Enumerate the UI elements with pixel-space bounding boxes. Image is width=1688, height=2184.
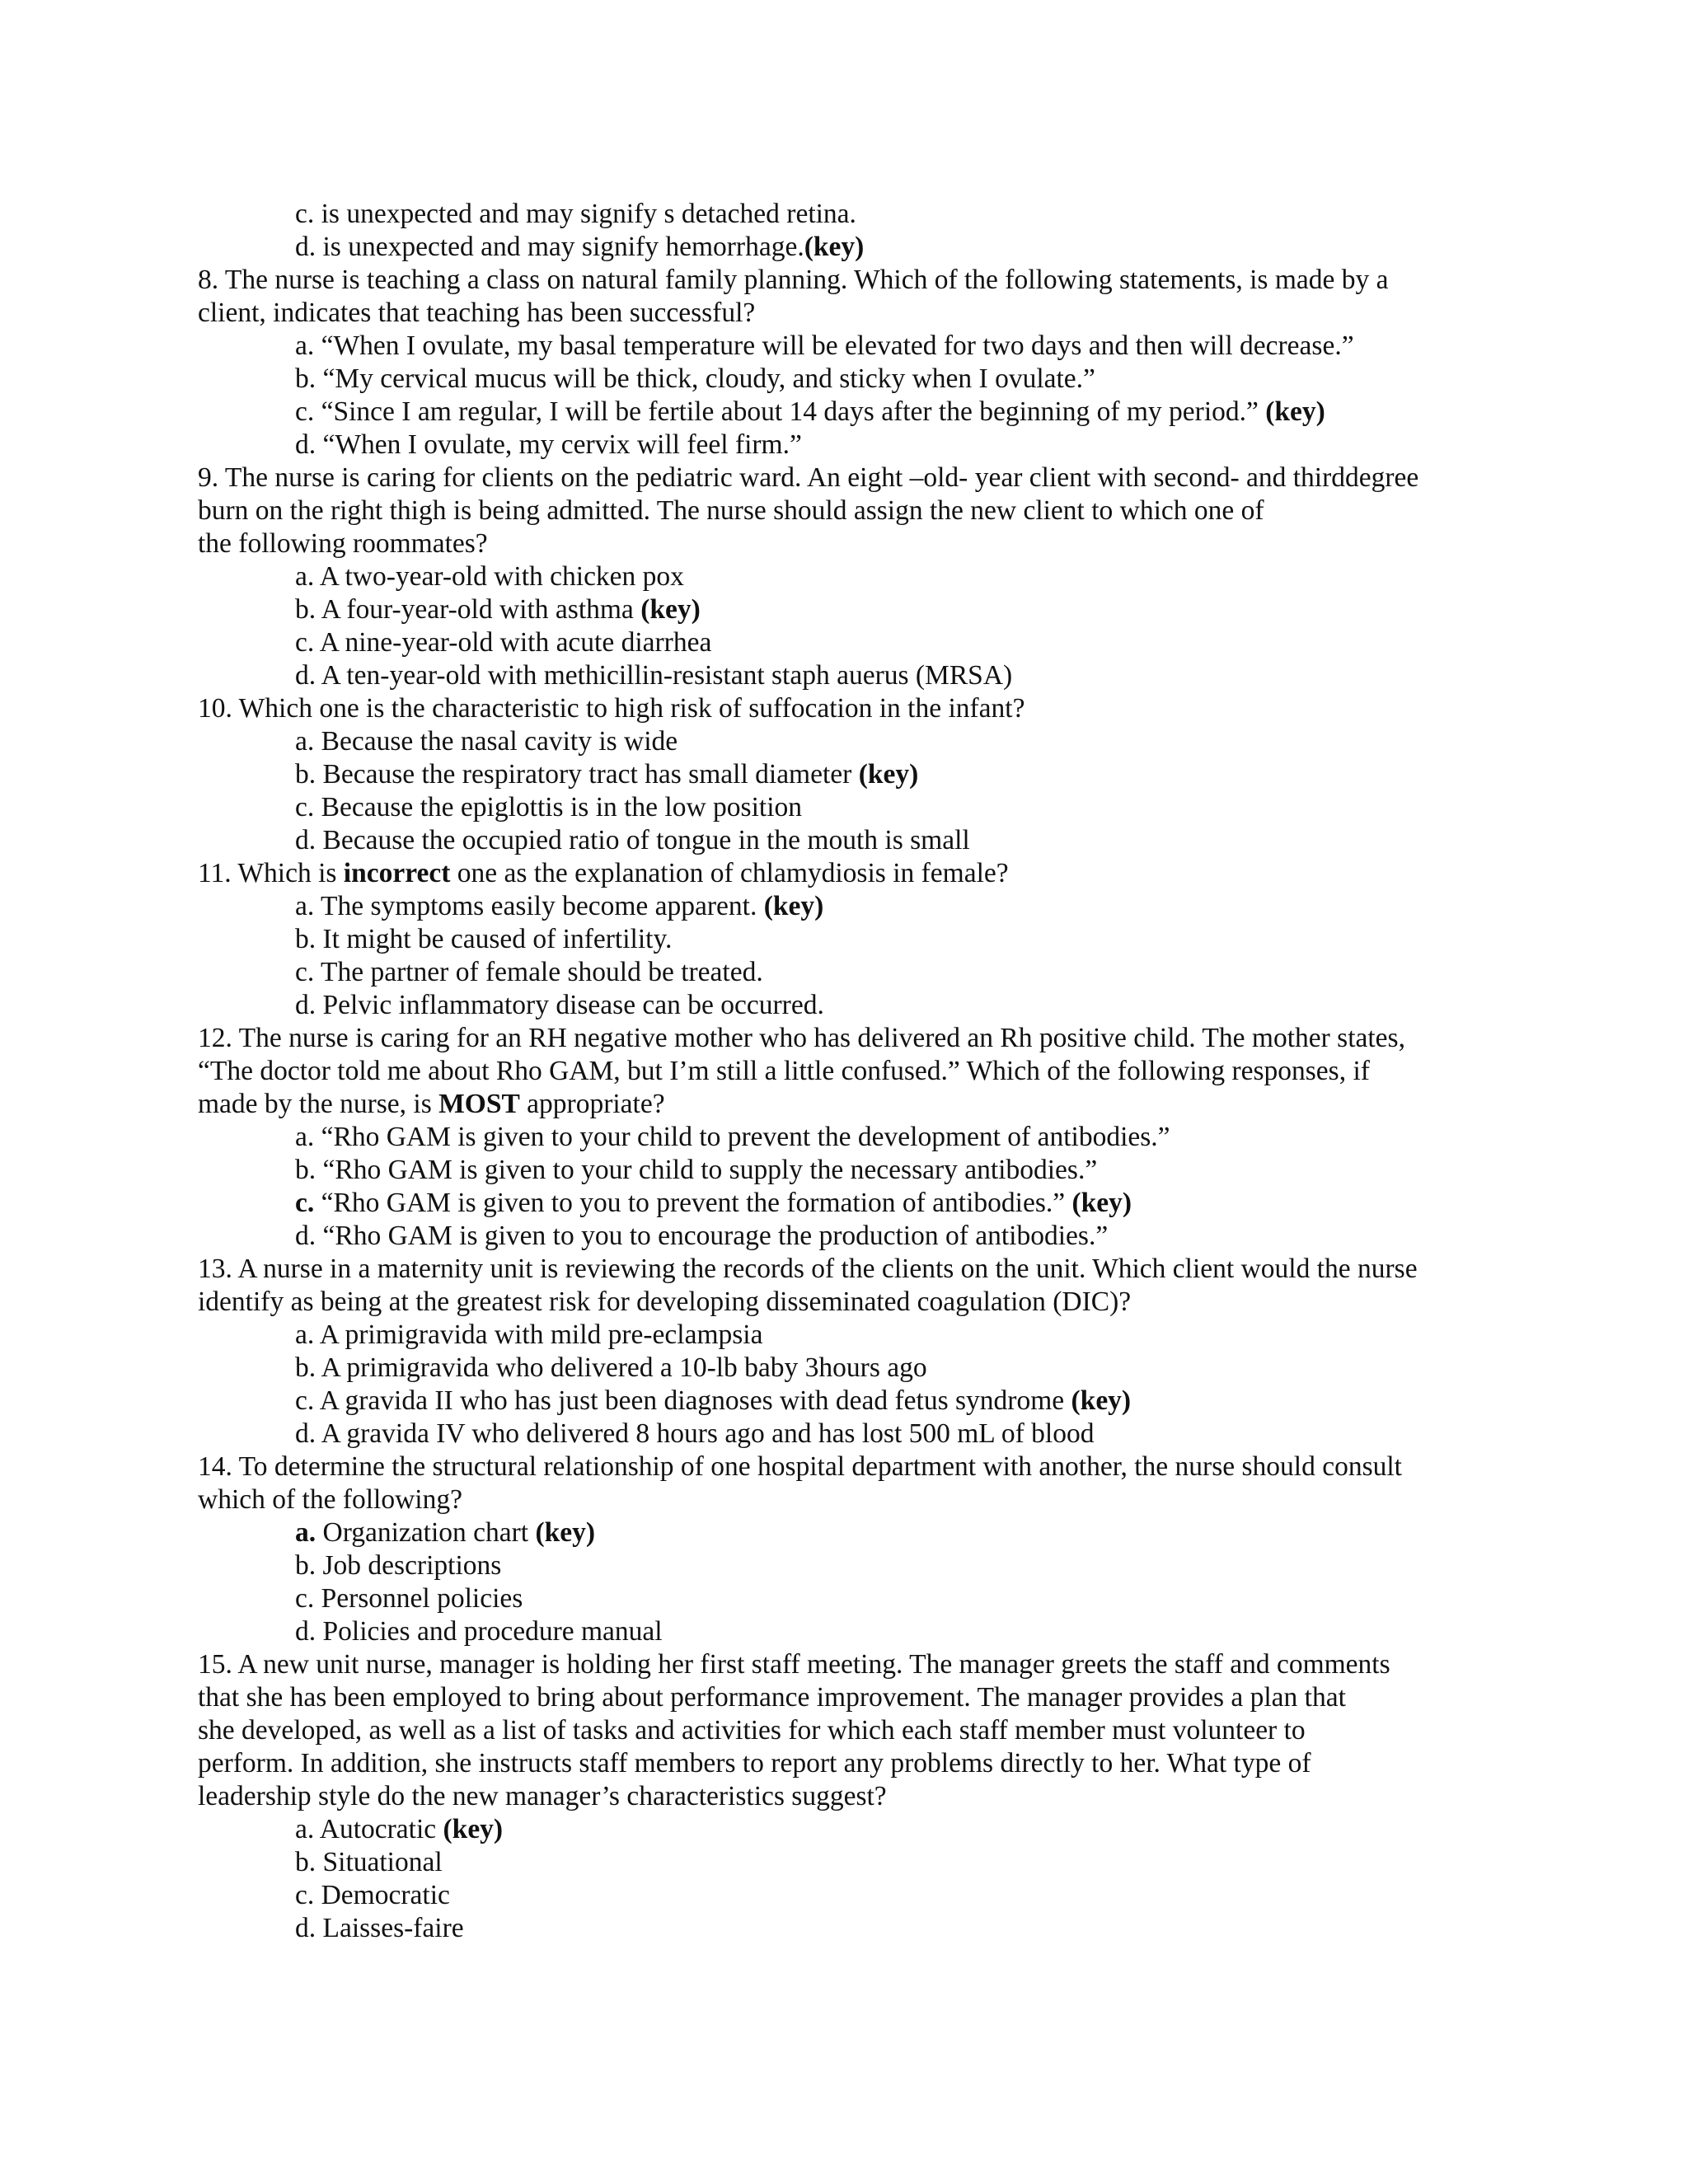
option-c bbox=[198, 1582, 1517, 1615]
option-text: b. A four-year-old with asthma bbox=[295, 594, 634, 625]
question-13 bbox=[198, 1253, 1517, 1451]
option-a bbox=[198, 1516, 1517, 1549]
option-d bbox=[198, 989, 1517, 1022]
question-stem-line: 9. The nurse is caring for clients on the pediatric ward. An eight –old- year client with second- and thirddegree bbox=[198, 462, 1419, 493]
option-text: b. It might be caused of infertility. bbox=[295, 924, 673, 954]
option-c bbox=[198, 396, 1517, 429]
option-b bbox=[198, 1549, 1517, 1582]
question-stem-line: which of the following? bbox=[198, 1484, 462, 1515]
option-text: Organization chart bbox=[322, 1517, 529, 1548]
option-d bbox=[198, 1220, 1517, 1253]
option-d bbox=[198, 659, 1517, 692]
answer-key-marker: (key) bbox=[763, 891, 824, 921]
option-text: b. Because the respiratory tract has small diameter bbox=[295, 759, 852, 790]
option-d bbox=[198, 1615, 1517, 1648]
option-c bbox=[198, 198, 1517, 231]
answer-key-marker: (key) bbox=[858, 759, 919, 790]
question-stem-line: the following roommates? bbox=[198, 528, 488, 559]
option-text: b. A primigravida who delivered a 10-lb baby 3hours ago bbox=[295, 1352, 927, 1383]
option-text: d. A gravida IV who delivered 8 hours ago and has lost 500 mL of blood bbox=[295, 1418, 1095, 1449]
question-15 bbox=[198, 1648, 1517, 1945]
question-stem-line: 10. Which one is the characteristic to high risk of suffocation in the infant? bbox=[198, 693, 1025, 724]
question-stem-line bbox=[198, 857, 1517, 890]
option-c bbox=[198, 1187, 1517, 1220]
option-b bbox=[198, 1352, 1517, 1385]
option-text: d. “Rho GAM is given to you to encourage the production of antibodies.” bbox=[295, 1221, 1109, 1251]
option-d bbox=[198, 1912, 1517, 1945]
option-text: b. Job descriptions bbox=[295, 1550, 502, 1581]
answer-key-marker: (key) bbox=[1071, 1385, 1132, 1416]
option-text: c. Because the epiglottis is in the low position bbox=[295, 792, 803, 823]
option-text: b. “My cervical mucus will be thick, cloudy, and sticky when I ovulate.” bbox=[295, 363, 1095, 394]
answer-key-marker: (key) bbox=[535, 1517, 596, 1548]
option-c bbox=[198, 956, 1517, 989]
answer-key-marker: (key) bbox=[1265, 396, 1325, 427]
question-7-tail bbox=[198, 198, 1517, 264]
stem-text: one as the explanation of chlamydiosis in female? bbox=[457, 858, 1009, 888]
question-stem-line: 13. A nurse in a maternity unit is reviewing the records of the clients on the unit. Which client would the nurse bbox=[198, 1254, 1418, 1284]
question-stem-line: 15. A new unit nurse, manager is holding her first staff meeting. The manager greets the staff and comments bbox=[198, 1649, 1390, 1680]
option-a bbox=[198, 330, 1517, 363]
question-stem-line: she developed, as well as a list of tasks and activities for which each staff member must volunteer to bbox=[198, 1715, 1306, 1746]
option-text: a. The symptoms easily become apparent. bbox=[295, 891, 757, 921]
option-text: d. Pelvic inflammatory disease can be occurred. bbox=[295, 990, 824, 1020]
option-text: a. “When I ovulate, my basal temperature will be elevated for two days and then will decrease.” bbox=[295, 330, 1354, 361]
option-text: b. Situational bbox=[295, 1847, 443, 1877]
option-text: d. Because the occupied ratio of tongue in the mouth is small bbox=[295, 825, 970, 855]
option-a bbox=[198, 1813, 1517, 1846]
option-text: b. “Rho GAM is given to your child to supply the necessary antibodies.” bbox=[295, 1155, 1098, 1185]
option-text: d. A ten-year-old with methicillin-resistant staph auerus (MRSA) bbox=[295, 660, 1013, 691]
question-stem-line: 8. The nurse is teaching a class on natural family planning. Which of the following statements, is made by a bbox=[198, 265, 1389, 295]
answer-key-marker: (key) bbox=[804, 232, 865, 262]
answer-key-marker: (key) bbox=[1071, 1188, 1132, 1218]
option-text: c. The partner of female should be treated. bbox=[295, 957, 763, 987]
option-text: c. Personnel policies bbox=[295, 1583, 523, 1614]
option-text: c. A nine-year-old with acute diarrhea bbox=[295, 627, 712, 658]
question-stem-line: client, indicates that teaching has been successful? bbox=[198, 298, 756, 328]
stem-text: appropriate? bbox=[527, 1089, 665, 1119]
question-stem-line: identify as being at the greatest risk for developing disseminated coagulation (DIC)? bbox=[198, 1286, 1132, 1317]
option-c bbox=[198, 791, 1517, 824]
question-9 bbox=[198, 462, 1517, 692]
question-list bbox=[198, 198, 1517, 1945]
question-stem-line: leadership style do the new manager’s characteristics suggest? bbox=[198, 1781, 887, 1811]
option-text: a. Because the nasal cavity is wide bbox=[295, 726, 678, 757]
question-10 bbox=[198, 692, 1517, 857]
option-b bbox=[198, 1846, 1517, 1879]
option-d bbox=[198, 1418, 1517, 1451]
question-12 bbox=[198, 1022, 1517, 1253]
stem-emphasis: MOST bbox=[438, 1089, 520, 1119]
option-text: a. A primigravida with mild pre-eclampsia bbox=[295, 1319, 763, 1350]
question-11 bbox=[198, 857, 1517, 1022]
question-stem-line: “The doctor told me about Rho GAM, but I’m still a little confused.” Which of the following responses, if bbox=[198, 1056, 1370, 1086]
option-a bbox=[198, 1121, 1517, 1154]
answer-key-marker: (key) bbox=[443, 1814, 504, 1844]
stem-emphasis: incorrect bbox=[343, 858, 451, 888]
question-stem-line: perform. In addition, she instructs staff members to report any problems directly to her. What type of bbox=[198, 1748, 1311, 1779]
question-stem-line: 12. The nurse is caring for an RH negative mother who has delivered an Rh positive child. The mother states, bbox=[198, 1023, 1405, 1053]
option-letter: a. bbox=[295, 1517, 316, 1548]
option-b bbox=[198, 1154, 1517, 1187]
option-c bbox=[198, 1385, 1517, 1418]
option-text: “Rho GAM is given to you to prevent the formation of antibodies.” bbox=[321, 1188, 1066, 1218]
option-d bbox=[198, 824, 1517, 857]
option-text: c. Democratic bbox=[295, 1880, 450, 1910]
question-stem-line: burn on the right thigh is being admitted. The nurse should assign the new client to which one of bbox=[198, 495, 1264, 526]
stem-text: 11. Which is bbox=[198, 858, 337, 888]
stem-text: made by the nurse, is bbox=[198, 1089, 432, 1119]
option-b bbox=[198, 923, 1517, 956]
question-stem-line: 14. To determine the structural relationship of one hospital department with another, the nurse should consult bbox=[198, 1451, 1402, 1482]
question-stem-line bbox=[198, 1088, 1517, 1121]
option-text: d. is unexpected and may signify hemorrhage. bbox=[295, 232, 804, 262]
answer-key-marker: (key) bbox=[640, 594, 701, 625]
option-d bbox=[198, 231, 1517, 264]
option-text: a. “Rho GAM is given to your child to prevent the development of antibodies.” bbox=[295, 1122, 1170, 1152]
question-14 bbox=[198, 1451, 1517, 1648]
question-stem-line: that she has been employed to bring about performance improvement. The manager provides a plan that bbox=[198, 1682, 1346, 1713]
option-d bbox=[198, 429, 1517, 462]
option-text: c. is unexpected and may signify s detached retina. bbox=[295, 199, 856, 229]
option-letter: c. bbox=[295, 1188, 315, 1218]
option-b bbox=[198, 593, 1517, 626]
option-a bbox=[198, 725, 1517, 758]
option-text: a. Autocratic bbox=[295, 1814, 437, 1844]
option-c bbox=[198, 626, 1517, 659]
option-c bbox=[198, 1879, 1517, 1912]
option-b bbox=[198, 758, 1517, 791]
option-text: d. “When I ovulate, my cervix will feel firm.” bbox=[295, 429, 802, 460]
option-a bbox=[198, 560, 1517, 593]
option-a bbox=[198, 890, 1517, 923]
option-b bbox=[198, 363, 1517, 396]
question-8 bbox=[198, 264, 1517, 462]
option-text: d. Policies and procedure manual bbox=[295, 1616, 663, 1647]
option-text: a. A two-year-old with chicken pox bbox=[295, 561, 684, 592]
option-text: d. Laisses-faire bbox=[295, 1913, 464, 1943]
option-text: c. A gravida II who has just been diagnoses with dead fetus syndrome bbox=[295, 1385, 1065, 1416]
option-text: c. “Since I am regular, I will be fertile about 14 days after the beginning of my period.” bbox=[295, 396, 1259, 427]
option-a bbox=[198, 1319, 1517, 1352]
